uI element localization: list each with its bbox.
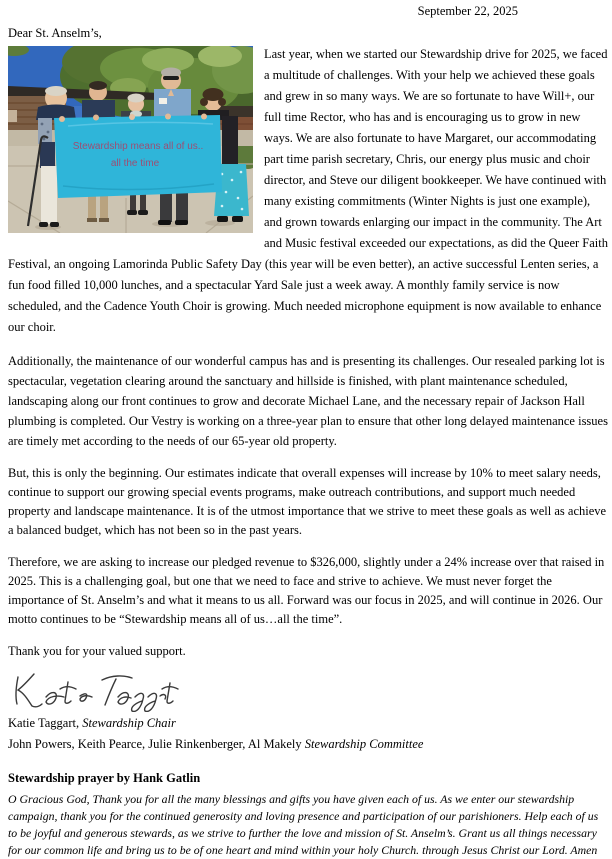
paragraph-maintenance: Additionally, the maintenance of our wonderful campus has and is presenting its challenges. Our resealed parking lot is spectacular, vegetation clearing around the sanctuary and hillside is finished, with plant maintenance scheduled, landscaping along our front continues to grow and decorate Michael Lane, and the necessary repair of Jackson Hall plumbing is completed. Our Vestry is working on a three-year plan to ensure that other long delayed maintenance issues are timely met according to the needs of our 65-year old property.: [8, 354, 608, 448]
paragraph-pledge-goal: Therefore, we are asking to increase our pledged revenue to $326,000, slightly under a 24% increase over that raised in 2025. This is a challenging goal, but one that we need to face and strive to achieve. We must never forget the importance of St. Anselm’s and what it means to us all. Forward was our focus in 2025, and will continue in 2026. Our motto continues to be “Stewardship means all of us…all the time”.: [8, 555, 605, 626]
prayer-heading: Stewardship prayer by Hank Gatlin: [8, 771, 201, 785]
banner-text-line1: Stewardship means all of us..: [72, 141, 204, 152]
closing-thanks: Thank you for your valued support.: [8, 644, 186, 658]
committee-title: Stewardship Committee: [304, 737, 424, 751]
chair-title: Stewardship Chair: [82, 716, 176, 730]
letter-date: September 22, 2025: [417, 4, 518, 18]
stewardship-group-photo: [8, 46, 253, 233]
prayer-body: O Gracious God, Thank you for all the many blessings and gifts you have given each of us. As we enter our stewardship campaign, thank you for the continued generosity and loving presence and participation of our parishioners. Help each of us to be joyful and generous stewards, as we strive to further the love and mission of St. Anselm’s. Grant us all things necessary for our common life and bring us to be of one heart and mind within your holy Church. through Jesus Christ our Lord. Amen: [8, 792, 599, 857]
paragraph-intro: [8, 44, 608, 338]
banner-text-line2: all the time: [110, 158, 160, 169]
photo-illustration: [8, 46, 253, 233]
paragraph-expenses: But, this is only the beginning. Our estimates indicate that overall expenses will increase by 10% to meet salary needs, continue to support our growing special events programs, make outreach contributions, and support much needed property and landscape maintenance. It is of the utmost importance that we strive to meet these goals as well as achieve a balanced budget, which has not been so in the past years.: [8, 466, 607, 537]
paragraph-intro-text: Last year, when we started our Stewardship drive for 2025, we faced a multitude of challenges. With your help we achieved these goals and grew in so many ways. We are so fortunate to have Will+, our full time Rector, who has and is encouraging us to grow in new ways. We are also fortunate to have Margaret, our accommodating part time parish secretary, Chris, our energy plus music and choir director, and Steve our diligent bookkeeper. We have continued with many existing commitments (Winter Nights is just one example), and grown towards enlarging our impact in the community. The Art and Music festival exceeded our expectations, as did the Queer Faith Festival, an ongoing Lamorinda Public Safety Day (this year will be even better), an active successful Lenten series, a fun food filled 10,000 lunches, and a spectacular Yard Sale just a week away. A monthly family service is now scheduled, and the Cadence Youth Choir is growing. Much needed microphone equipment is now available to enhance our choir.: [8, 47, 608, 334]
signature-line-committee: [8, 734, 608, 755]
committee-names: John Powers, Keith Pearce, Julie Rinkenberger, Al Makely: [8, 737, 305, 751]
handwritten-signature: [10, 668, 180, 712]
chair-name: Katie Taggart,: [8, 716, 83, 730]
signature-line-chair: [8, 713, 608, 734]
salutation: Dear St. Anselm’s,: [8, 26, 102, 40]
stewardship-banner: [54, 114, 222, 199]
